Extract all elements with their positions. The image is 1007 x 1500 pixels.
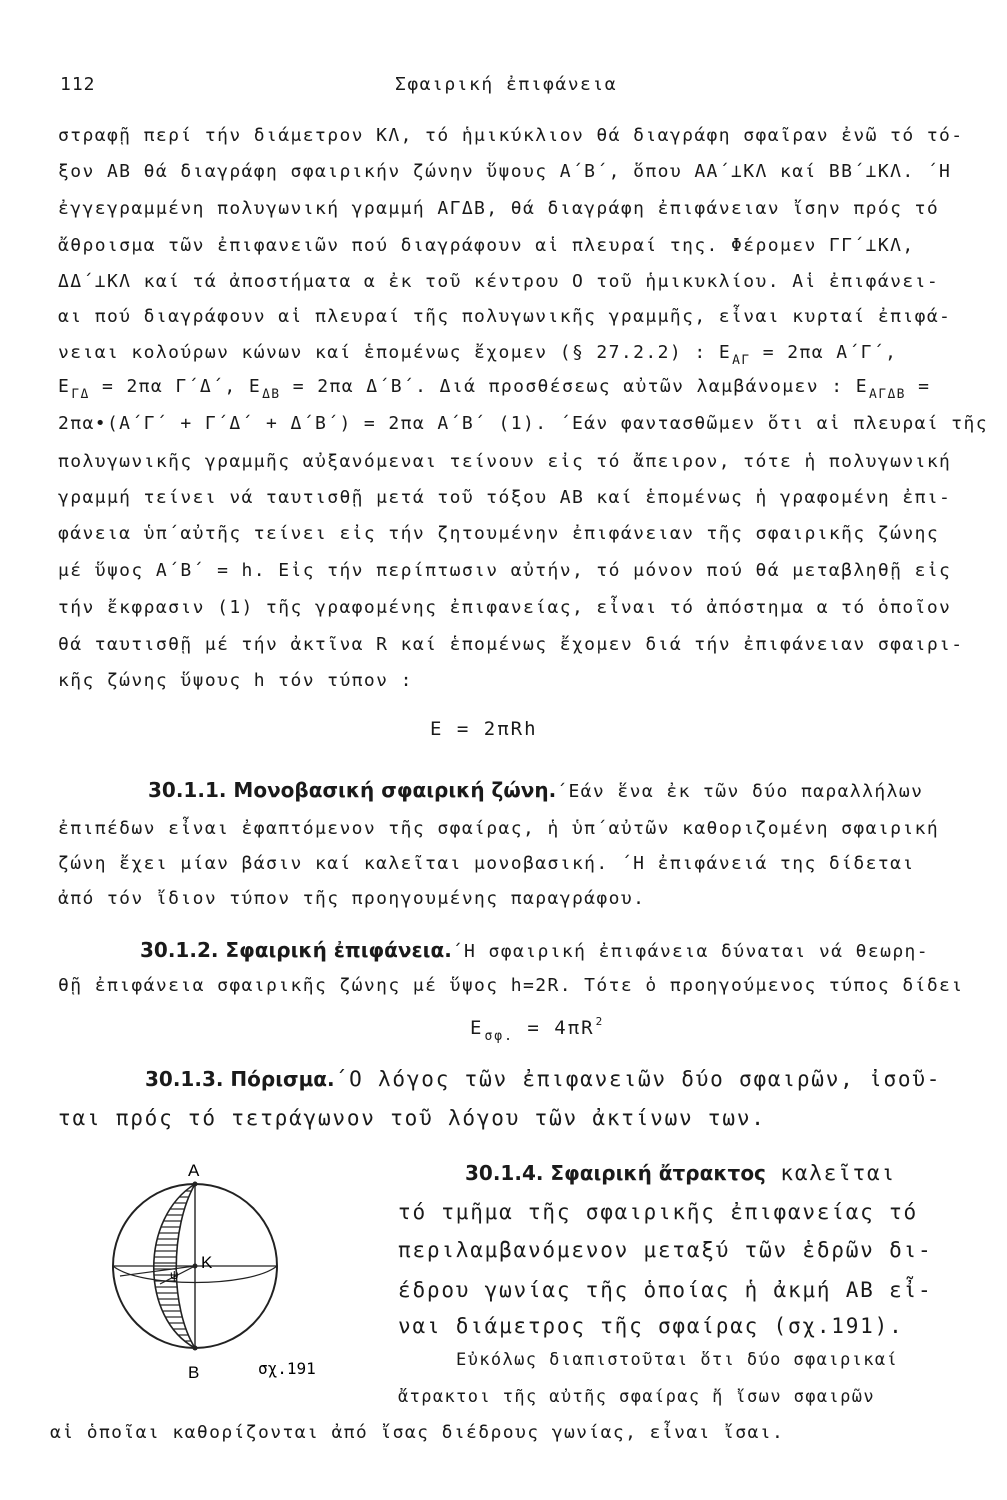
figure-caption: σχ.191 xyxy=(258,1359,316,1378)
text-line: ἐγγεγραμμένη πολυγωνική γραμμή ΑΓΔΒ, θά διαγράφη ἐπιφάνειαν ἴσην πρός τό xyxy=(58,198,940,219)
section-30-1-3: 30.1.3. Πόρισμα.΄Ο λόγος τῶν ἐπιφανειῶν δύο σφαιρῶν, ἰσοῦ- xyxy=(145,1067,942,1091)
section-heading: 30.1.1. Μονοβασική σφαιρική ζώνη. xyxy=(148,778,557,802)
figure-191 xyxy=(100,1158,360,1388)
text-line: έδρου γωνίας τῆς ὁποίας ἡ ἀκμή ΑΒ εἶ- xyxy=(398,1278,933,1302)
text-line: φάνεια ὑπ΄αὐτῆς τείνει εἰς τήν ζητουμένην ἐπιφάνειαν τῆς σφαιρικῆς ζώνης xyxy=(58,523,940,544)
text-line: μέ ὕψος Α΄Β΄ = h. Εἰς τήν περίπτωσιν αὐτήν, τό μόνον πού θά μεταβληθῇ εἰς xyxy=(58,560,952,581)
text-line: ἄτρακτοι τῆς αὐτῆς σφαίρας ἤ ἴσων σφαιρῶν xyxy=(398,1387,876,1407)
section-heading: 30.1.2. Σφαιρική ἐπιφάνεια. xyxy=(140,938,452,962)
formula-sphere-area: $E_{\sigma\varphi.} = 4\pi R^2$ xyxy=(470,1015,605,1044)
text-line: περιλαμβανόμενον μεταξύ τῶν ἑδρῶν δι- xyxy=(398,1238,933,1262)
label-angle: ψ xyxy=(170,1268,179,1282)
text-line: πολυγωνικῆς γραμμῆς αὐξανόμεναι τείνουν εἰς τό ἄπειρον, τότε ἡ πολυγωνική xyxy=(58,451,952,472)
text-line: ξον ΑΒ θά διαγράφη σφαιρικήν ζώνην ὕψους Α΄Β΄, ὅπου ΑΑ΄⊥ΚΛ καί ΒΒ΄⊥ΚΛ. ΄Η xyxy=(58,161,952,182)
center-point xyxy=(193,1264,198,1269)
text-line: ἐπιπέδων εἶναι ἐφαπτόμενον τῆς σφαίρας, ἡ ὑπ΄αὐτῶν καθοριζομένη σφαιρική xyxy=(58,818,940,839)
text-line: γραμμή τείνει νά ταυτισθῇ μετά τοῦ τόξου ΑΒ καί ἑπομένως ἡ γραφομένη ἐπι- xyxy=(58,487,952,508)
page-number: 112 xyxy=(60,74,96,95)
text-line-formula: νειαι κολούρων κώνων καί ἑπομένως ἔχομεν (§ 27.2.2) : $E_{A\Gamma} = 2\pi\alpha$ Α΄Γ΄, xyxy=(58,342,898,368)
text-line: 2πα•(Α΄Γ΄ + Γ΄Δ΄ + Δ΄Β΄) = 2πα Α΄Β΄ (1). ΄Εάν φαντασθῶμεν ὅτι αἱ πλευραί τῆς xyxy=(58,413,989,434)
text-line: ται πρός τό τετράγωνον τοῦ λόγου τῶν ἀκτίνων των. xyxy=(58,1106,766,1130)
text-line: κῆς ζώνης ὕψους h τόν τύπον : xyxy=(58,670,413,691)
text-line: ΔΔ΄⊥ΚΛ καί τά ἀποστήματα α ἐκ τοῦ κέντρου Ο τοῦ ἡμικυκλίου. Αἱ ἐπιφάνει- xyxy=(58,271,940,292)
text-line: ζώνη ἔχει μίαν βάσιν καί καλεῖται μονοβασική. ΄Η ἐπιφάνειά της δίδεται xyxy=(58,853,915,874)
text-line: αι πού διαγράφουν αἱ πλευραί τῆς πολυγωνικῆς γραμμῆς, εἶναι κυρταί ἐπιφά- xyxy=(58,306,952,327)
section-30-1-2: 30.1.2. Σφαιρική ἐπιφάνεια.΄Η σφαιρική ἐπιφάνεια δύναται νά θεωρη- xyxy=(140,938,930,962)
label-B: Β xyxy=(188,1363,200,1382)
section-30-1-1: 30.1.1. Μονοβασική σφαιρική ζώνη.΄Εάν ἕνα ἐκ τῶν δύο παραλλήλων xyxy=(148,778,924,802)
text-line: τό τμῆμα τῆς σφαιρικῆς ἐπιφανείας τό xyxy=(398,1200,918,1224)
label-A: Α xyxy=(188,1161,200,1180)
section-30-1-4: 30.1.4. Σφαιρική ἄτρακτος καλεῖται xyxy=(465,1161,896,1185)
formula-zone-area: Ε = 2πRh xyxy=(430,718,538,740)
text-line: στραφῇ περί τήν διάμετρον ΚΛ, τό ἡμικύκλιον θά διαγράφη σφαῖραν ἐνῶ τό τό- xyxy=(58,125,964,146)
text-line: αἱ ὁποῖαι καθορίζονται ἀπό ἴσας διέδρους γωνίας, εἶναι ἴσαι. xyxy=(50,1422,785,1443)
text-line: ἀπό τόν ἴδιον τύπον τῆς προηγουμένης παραγράφου. xyxy=(58,888,646,909)
section-heading: 30.1.3. Πόρισμα. xyxy=(145,1067,335,1091)
label-K: Κ xyxy=(201,1253,213,1272)
point-A xyxy=(193,1182,198,1187)
text-line-formula: $E_{\Gamma\Delta} = 2\pi\alpha$ Γ΄Δ΄, $E_{\Delta B} = 2\pi\alpha$ Δ΄Β΄. Διά προσθέσεως αὐτῶν λαμβάνομεν : $E_{A\Gamma\Delta B}$ = xyxy=(58,376,931,402)
text-line: Εὐκόλως διαπιστοῦται ὅτι δύο σφαιρικαί xyxy=(456,1350,899,1370)
point-B xyxy=(193,1346,198,1351)
text-line: θῇ ἐπιφάνεια σφαιρικῆς ζώνης μέ ὕψος h=2R. Τότε ὁ προηγούμενος τύπος δίδει xyxy=(58,975,964,996)
section-heading: 30.1.4. Σφαιρική ἄτρακτος xyxy=(465,1161,766,1185)
text-line: ἄθροισμα τῶν ἐπιφανειῶν πού διαγράφουν αἱ πλευραί της. Φέρομεν ΓΓ΄⊥ΚΛ, xyxy=(58,235,915,256)
text-line: θά ταυτισθῇ μέ τήν ἀκτῖνα R καί ἑπομένως ἔχομεν διά τήν ἐπιφάνειαν σφαιρι- xyxy=(58,634,964,655)
text-line: ναι διάμετρος τῆς σφαίρας (σχ.191). xyxy=(398,1314,904,1338)
text-line: τήν ἔκφρασιν (1) τῆς γραφομένης ἐπιφανείας, εἶναι τό ἀπόστημα α τό ὁποῖον xyxy=(58,597,952,618)
running-title: Σφαιρική ἐπιφάνεια xyxy=(395,74,618,95)
